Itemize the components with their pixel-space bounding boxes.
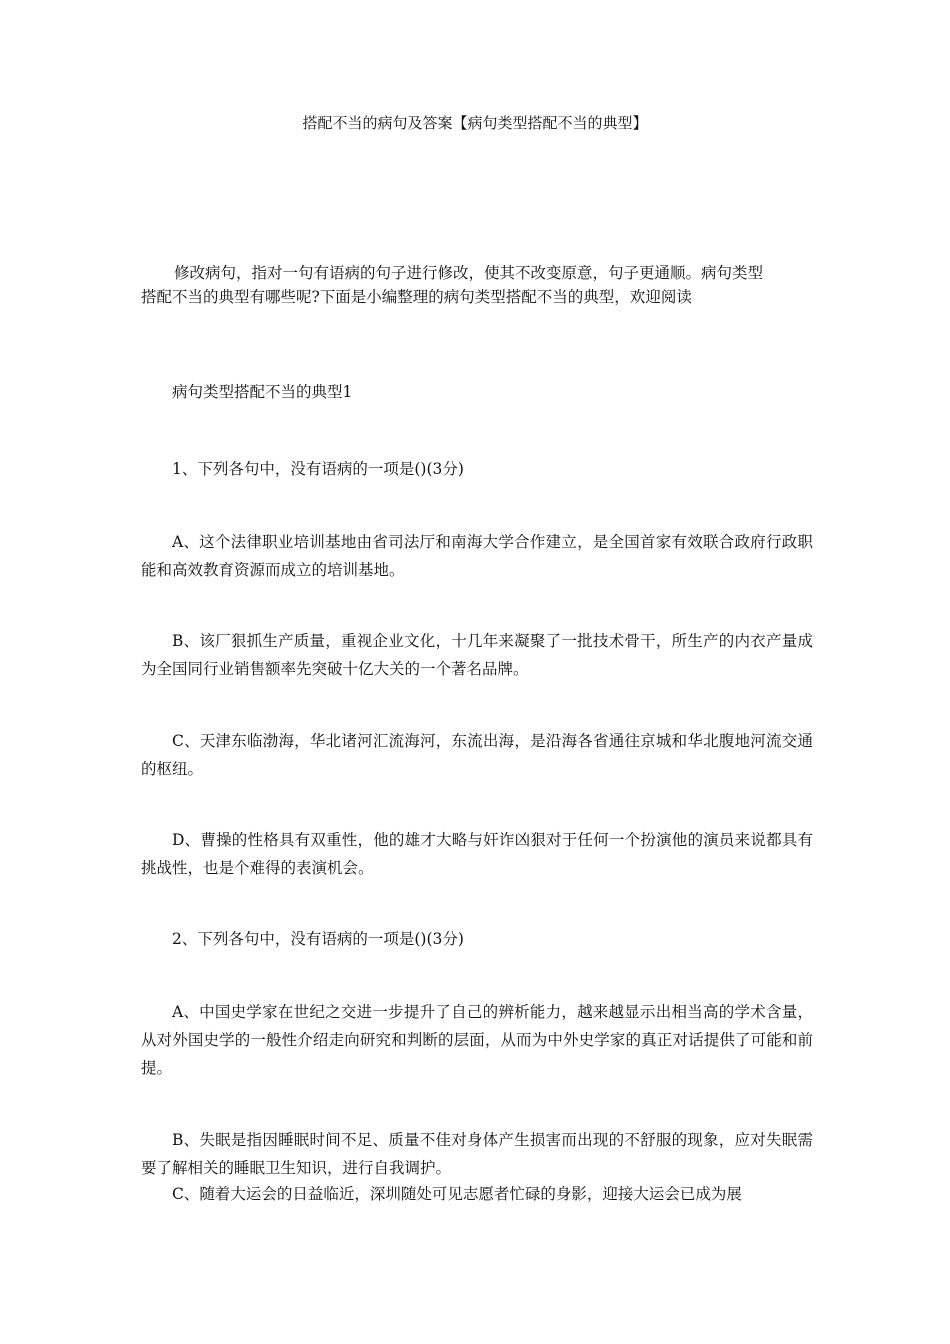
intro-line-1: 修改病句，指对一句有语病的句子进行修改，使其不改变原意，句子更通顺。病句类型 — [174, 264, 764, 282]
question-2-option-a: A、中国史学家在世纪之交进一步提升了自己的辨析能力，越来越显示出相当高的学术含量，从对外国史学的一般性介绍走向研究和判断的层面，从而为中外史学家的真正对话提供了可能和前提。 — [141, 1003, 813, 1077]
question-1-option-c: C、天津东临渤海，华北诸河汇流海河，东流出海，是沿海各省通往京城和华北腹地河流交通的枢纽。 — [141, 732, 813, 778]
question-2-option-b: B、失眠是指因睡眠时间不足、质量不佳对身体产生损害而出现的不舒服的现象，应对失眠需要了解相关的睡眠卫生知识，进行自我调护。 — [141, 1131, 813, 1177]
question-1-option-b: B、该厂狠抓生产质量，重视企业文化，十几年来凝聚了一批技术骨干，所生产的内衣产量成为全国同行业销售额率先突破十亿大关的一个著名品牌。 — [141, 632, 813, 678]
question-1-option-a: A、这个法律职业培训基地由省司法厅和南海大学合作建立，是全国首家有效联合政府行政职能和高效教育资源而成立的培训基地。 — [141, 533, 813, 579]
question-2-stem: 2、下列各句中，没有语病的一项是()(3分) — [172, 930, 464, 948]
intro-line-2: 搭配不当的典型有哪些呢?下面是小编整理的病句类型搭配不当的典型，欢迎阅读 — [141, 288, 692, 306]
intro-paragraph — [141, 261, 813, 309]
question-2-option-c: C、随着大运会的日益临近，深圳随处可见志愿者忙碌的身影，迎接大运会已成为展 — [172, 1185, 742, 1203]
section-heading: 病句类型搭配不当的典型1 — [172, 383, 353, 401]
question-1-option-d: D、曹操的性格具有双重性，他的雄才大略与奸诈凶狠对于任何一个扮演他的演员来说都具有挑战性，也是个难得的表演机会。 — [141, 831, 813, 877]
question-1-stem: 1、下列各句中，没有语病的一项是()(3分) — [172, 460, 464, 478]
document-title: 搭配不当的病句及答案【病句类型搭配不当的典型】 — [302, 114, 648, 132]
